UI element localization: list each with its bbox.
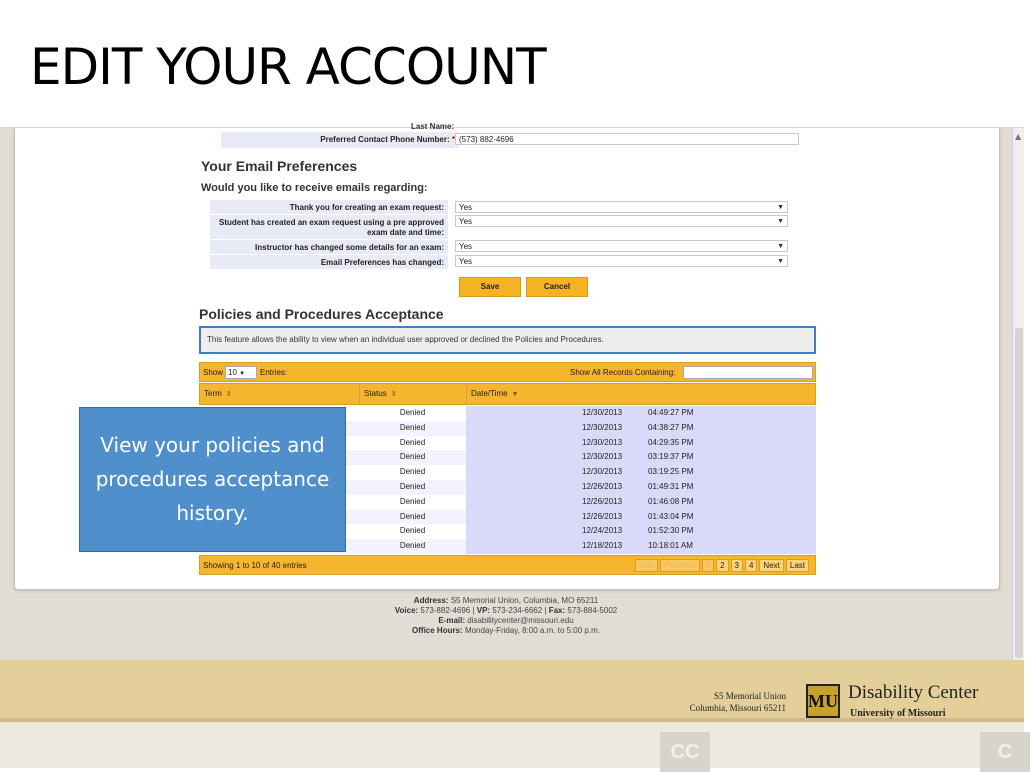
cell-datetime: 12/26/2013 01:49:31 PM — [466, 480, 816, 495]
cell-status: Denied — [359, 539, 466, 554]
cell-datetime: 12/30/2013 04:38:27 PM — [466, 421, 816, 436]
col-status[interactable]: Status ⇕ — [360, 384, 467, 404]
pager-1[interactable]: 1 — [702, 559, 714, 572]
pager-2[interactable]: 2 — [716, 559, 728, 572]
cell-status: Denied — [359, 450, 466, 465]
cell-datetime: 12/30/2013 04:49:27 PM — [466, 406, 816, 421]
pref-label-2: Student has created an exam request using a pre approved exam date and time: — [210, 215, 448, 239]
cancel-button[interactable]: Cancel — [526, 277, 588, 297]
mu-logo: MU — [806, 684, 840, 718]
cell-datetime: 12/30/2013 04:29:35 PM — [466, 436, 816, 451]
policies-heading: Policies and Procedures Acceptance — [199, 306, 444, 322]
cell-datetime: 12/26/2013 01:43:04 PM — [466, 510, 816, 525]
banner-subtitle: University of Missouri — [850, 708, 946, 719]
cell-datetime: 12/26/2013 01:46:08 PM — [466, 495, 816, 510]
cell-status: Denied — [359, 495, 466, 510]
cell-status: Denied — [359, 436, 466, 451]
pager-3[interactable]: 3 — [731, 559, 743, 572]
phone-field[interactable]: (573) 882-4696 — [455, 133, 799, 145]
email-prefs-subheading: Would you like to receive emails regarding: — [201, 182, 428, 194]
pref-label-3: Instructor has changed some details for an exam: — [210, 240, 448, 254]
show-label: Show — [203, 368, 224, 377]
cell-datetime: 12/18/2013 10:18:01 AM — [466, 539, 816, 554]
policies-info-box: This feature allows the ability to view when an individual user approved or declined the Policies and Procedures. — [199, 326, 816, 354]
pref-label-4: Email Preferences has changed: — [210, 255, 448, 269]
footer-banner — [0, 660, 1024, 768]
filter-input[interactable] — [683, 366, 813, 379]
table-footer — [199, 555, 816, 575]
pref-select-1[interactable]: Yes ▼ — [455, 201, 788, 213]
pager-last[interactable]: Last — [786, 559, 809, 572]
cell-status: Denied — [359, 421, 466, 436]
chevron-down-icon: ▼ — [239, 371, 246, 377]
pagination — [635, 559, 809, 572]
cell-status: Denied — [359, 465, 466, 480]
phone-label: Preferred Contact Phone Number: * — [221, 132, 459, 148]
col-term[interactable]: Term ⇕ — [200, 384, 360, 404]
pager-next[interactable]: Next — [759, 559, 783, 572]
entries-select[interactable]: 10 ▼ — [225, 366, 257, 379]
pref-select-4[interactable]: Yes ▼ — [455, 255, 788, 267]
slide-title-bar — [0, 0, 1024, 128]
banner-paper — [0, 722, 1024, 768]
last-name-label: Last Name: — [411, 122, 455, 131]
chevron-down-icon: ▼ — [777, 218, 784, 225]
contact-address: Address: S5 Memorial Union, Columbia, MO 65211 Voice: 573-882-4696 | VP: 573-234-6662 | Fax: 573-884-5002 E-mail: disabilitycenter@missouri.edu Office Hours: Monday-Friday, 8:00 a.m. to 5:00 p.m. — [394, 596, 618, 635]
filter-label: Show All Records Containing: — [570, 368, 676, 377]
pref-select-2[interactable]: Yes ▼ — [455, 215, 788, 227]
table-toolbar — [199, 362, 816, 382]
vertical-scrollbar[interactable] — [1012, 128, 1024, 660]
closed-caption-icon: CC — [660, 732, 710, 772]
scroll-up-icon[interactable]: ▲ — [1015, 132, 1022, 141]
cell-datetime: 12/24/2013 01:52:30 PM — [466, 524, 816, 539]
sort-icon: ⇕ — [390, 391, 397, 398]
save-button[interactable]: Save — [459, 277, 521, 297]
table-header — [199, 383, 816, 405]
email-prefs-heading: Your Email Preferences — [201, 158, 358, 174]
slide-title: EDIT YOUR ACCOUNT — [30, 38, 546, 96]
pager-4[interactable]: 4 — [745, 559, 757, 572]
pager-first[interactable]: First — [635, 559, 659, 572]
callout-box: View your policies and procedures acceptance history. — [79, 407, 346, 552]
pager-previous[interactable]: Previous — [660, 559, 699, 572]
pref-label-1: Thank you for creating an exam request: — [210, 200, 448, 214]
pref-select-3[interactable]: Yes ▼ — [455, 240, 788, 252]
sort-desc-icon: ▼ — [511, 391, 519, 398]
col-datetime[interactable]: Date/Time ▼ — [471, 389, 519, 398]
entries-label: Entries: — [260, 368, 288, 377]
closed-caption-icon: C — [980, 732, 1030, 772]
cell-datetime: 12/30/2013 03:19:37 PM — [466, 450, 816, 465]
scroll-thumb[interactable] — [1015, 328, 1023, 658]
screenshot-area — [0, 122, 1024, 660]
cell-status: Denied — [359, 480, 466, 495]
cell-status: Denied — [359, 510, 466, 525]
sort-icon: ⇕ — [225, 391, 232, 398]
chevron-down-icon: ▼ — [777, 204, 784, 211]
chevron-down-icon: ▼ — [777, 258, 784, 265]
cell-datetime: 12/30/2013 03:19:25 PM — [466, 465, 816, 480]
chevron-down-icon: ▼ — [777, 243, 784, 250]
cell-status: Denied — [359, 406, 466, 421]
banner-address: S5 Memorial Union Columbia, Missouri 65211 — [689, 691, 786, 713]
cell-status: Denied — [359, 524, 466, 539]
table-info: Showing 1 to 10 of 40 entries — [203, 561, 307, 570]
banner-title: Disability Center — [848, 682, 979, 703]
